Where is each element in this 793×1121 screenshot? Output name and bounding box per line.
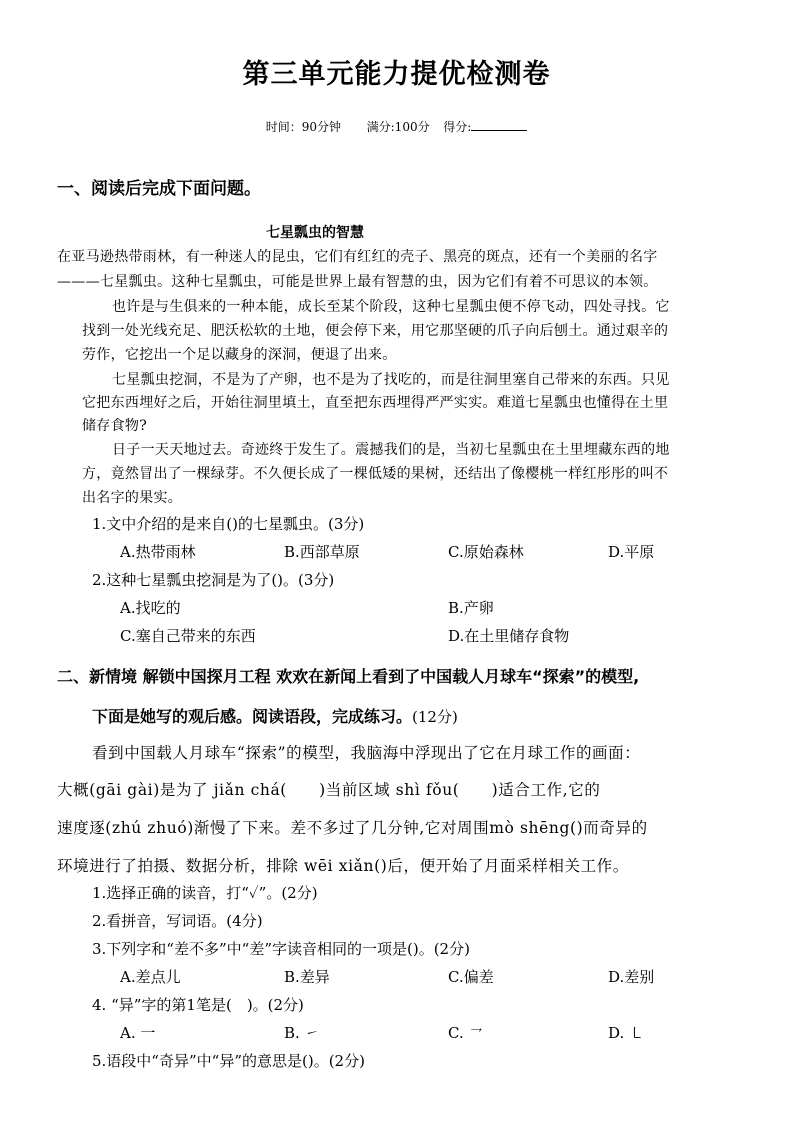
section1-heading: 一、阅读后完成下面问题。 — [57, 179, 261, 199]
section2-heading: 二、新情境 解锁中国探月工程 欢欢在新闻上看到了中国载人月球车“探索”的模型, — [57, 667, 640, 686]
passage2-line: 环境进行了拍摄、数据分析，排除 wēi xiǎn()后，便开始了月面采样相关工作。 — [57, 857, 629, 875]
passage-line: ———七星瓢虫。这种七星瓢虫，可能是世界上最有智慧的虫，因为它们有着不可思议的本领。 — [57, 274, 658, 290]
exam-meta — [0, 118, 793, 135]
option-d: D.平原 — [608, 543, 655, 561]
option-a: A.找吃的 — [120, 599, 181, 617]
option-d: D.差别 — [608, 968, 655, 986]
passage-title: 七星瓢虫的智慧 — [266, 225, 364, 241]
passage-line: 劳作，它挖出一个足以藏身的深洞，便退了出来。 — [82, 347, 397, 363]
option-b: B.差异 — [284, 968, 330, 986]
question-2-stem: 2.这种七星瓢虫挖洞是为了()。(3分) — [92, 571, 335, 589]
passage-line: 出名字的果实。 — [82, 490, 183, 506]
score-label: 得分: — [443, 120, 472, 134]
score-blank — [471, 120, 527, 131]
section2-heading-cont — [92, 704, 458, 727]
option-b: B. ㇀ — [284, 1024, 320, 1042]
question-s2-2: 2.看拼音，写词语。(4分) — [92, 912, 263, 930]
section2-score: (12分) — [412, 708, 458, 726]
passage-line: 在亚马逊热带雨林，有一种迷人的昆虫，它们有红红的壳子、黑亮的斑点，还有一个美丽的名字 — [57, 249, 658, 265]
question-s2-3: 3.下列字和“差不多”中“差”字读音相同的一项是()。(2分) — [92, 940, 470, 958]
section2-heading-line2: 下面是她写的观后感。阅读语段，完成练习。 — [92, 707, 413, 726]
option-b: B.西部草原 — [284, 543, 360, 561]
passage-line: 七星瓢虫挖洞，不是为了产卵，也不是为了找吃的，而是往洞里塞自己带来的东西。只见 — [112, 372, 670, 388]
full-score-label: 满分:100分 — [366, 120, 430, 134]
passage-line: 日子一天天地过去。奇迹终于发生了。震撼我们的是，当初七星瓢虫在土里埋藏东西的地 — [112, 442, 670, 458]
passage2-line: 大概(gāi gài)是为了 jiǎn chá( )当前区域 shì fǒu( )适合工作,它的 — [57, 781, 601, 799]
option-b: B.产卵 — [448, 599, 494, 617]
passage-line: 它把东西埋好之后，开始往洞里填土，直至把东西埋得严严实实。难道七星瓢虫也懂得在土里 — [82, 395, 669, 411]
question-s2-1: 1.选择正确的读音，打“✓”。(2分) — [92, 884, 318, 902]
question-s2-5: 5.语段中“奇异”中“异”的意思是()。(2分) — [92, 1052, 365, 1070]
option-a: A.差点儿 — [120, 968, 181, 986]
option-c: C.原始森林 — [448, 543, 524, 561]
option-c: C.塞自己带来的东西 — [120, 627, 256, 645]
passage-line: 也许是与生俱来的一种本能，成长至某个阶段，这种七星瓢虫便不停飞动，四处寻找。它 — [112, 299, 670, 315]
question-s2-4: 4. “异”字的第1笔是( )。(2分) — [92, 996, 304, 1014]
time-label: 时间：90分钟 — [265, 120, 341, 134]
passage-line: 方，竟然冒出了一棵绿芽。不久便长成了一棵低矮的果树，还结出了像樱桃一样红彤彤的叫不 — [82, 466, 669, 482]
option-a: A.热带雨林 — [120, 543, 196, 561]
option-c: C. ㇖ — [448, 1024, 484, 1042]
passage-line: 储存食物? — [82, 418, 148, 434]
question-1-stem: 1.文中介绍的是来自()的七星瓢虫。(3分) — [92, 515, 365, 533]
passage-line: 找到一处光线充足、肥沃松软的土地，便会停下来，用它那坚硬的爪子向后刨土。通过艰辛的 — [82, 323, 669, 339]
option-c: C.偏差 — [448, 968, 494, 986]
option-a: A. 一 — [120, 1024, 156, 1042]
option-d: D. ㇄ — [608, 1024, 645, 1042]
passage2-line: 看到中国载人月球车“探索”的模型，我脑海中浮现出了它在月球工作的画面： — [92, 744, 641, 762]
page-title: 第三单元能力提优检测卷 — [242, 59, 551, 90]
passage2-line: 速度逐(zhú zhuó)渐慢了下来。差不多过了几分钟,它对周围mò shēng()而奇异的 — [57, 819, 648, 837]
option-d: D.在土里储存食物 — [448, 627, 570, 645]
